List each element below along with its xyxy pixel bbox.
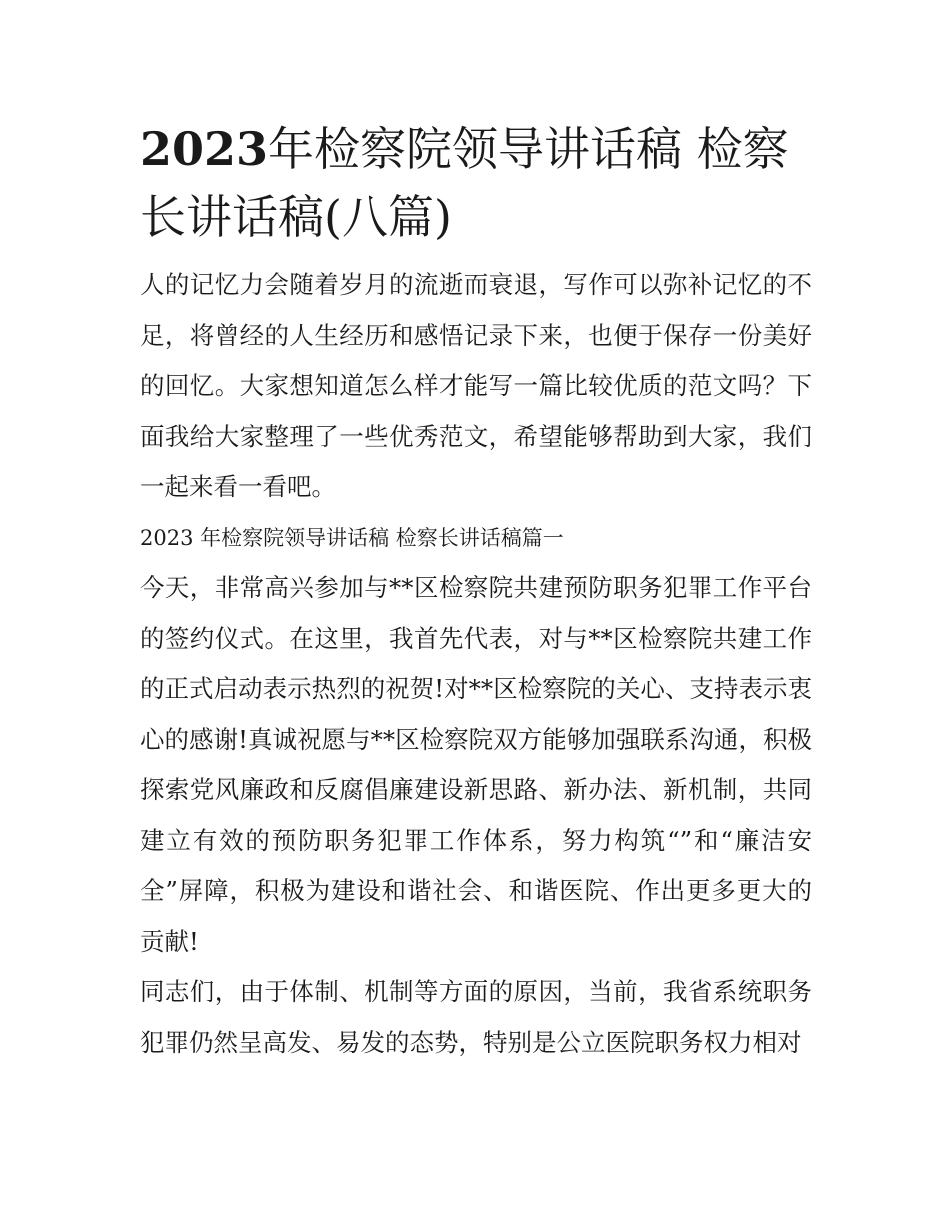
intro-paragraph: 人的记忆力会随着岁月的流逝而衰退，写作可以弥补记忆的不足，将曾经的人生经历和感悟记录下来，也便于保存一份美好的回忆。大家想知道怎么样才能写一篇比较优质的范文吗？下面我给大家整理了一些优秀范文，希望能够帮助到大家，我们一起来看一看吧。 [140, 270, 812, 501]
section-heading: 2023 年检察院领导讲话稿 检察长讲话稿篇一 [140, 525, 564, 550]
document-title [140, 115, 812, 251]
title-year: 2023 [140, 122, 269, 176]
body-paragraph-1: 今天，非常高兴参加与**区检察院共建预防职务犯罪工作平台的签约仪式。在这里，我首先代表，对与**区检察院共建工作的正式启动表示热烈的祝贺!对**区检察院的关心、支持表示衷心的感谢!真诚祝愿与**区检察院双方能够加强联系沟通，积极探索党风廉政和反腐倡廉建设新思路、新办法、新机制，共同建立有效的预防职务犯罪工作体系，努力构筑“”和“廉洁安全”屏障，积极为建设和谐社会、和谐医院、作出更多更大的贡献! [140, 573, 812, 956]
title-text: 年检察院领导讲话稿 检察长讲话稿(八篇) [140, 122, 789, 244]
document-content [140, 115, 812, 1068]
body-paragraph-2: 同志们，由于体制、机制等方面的原因，当前，我省系统职务犯罪仍然呈高发、易发的态势，特别是公立医院职务权力相对 [140, 977, 812, 1057]
